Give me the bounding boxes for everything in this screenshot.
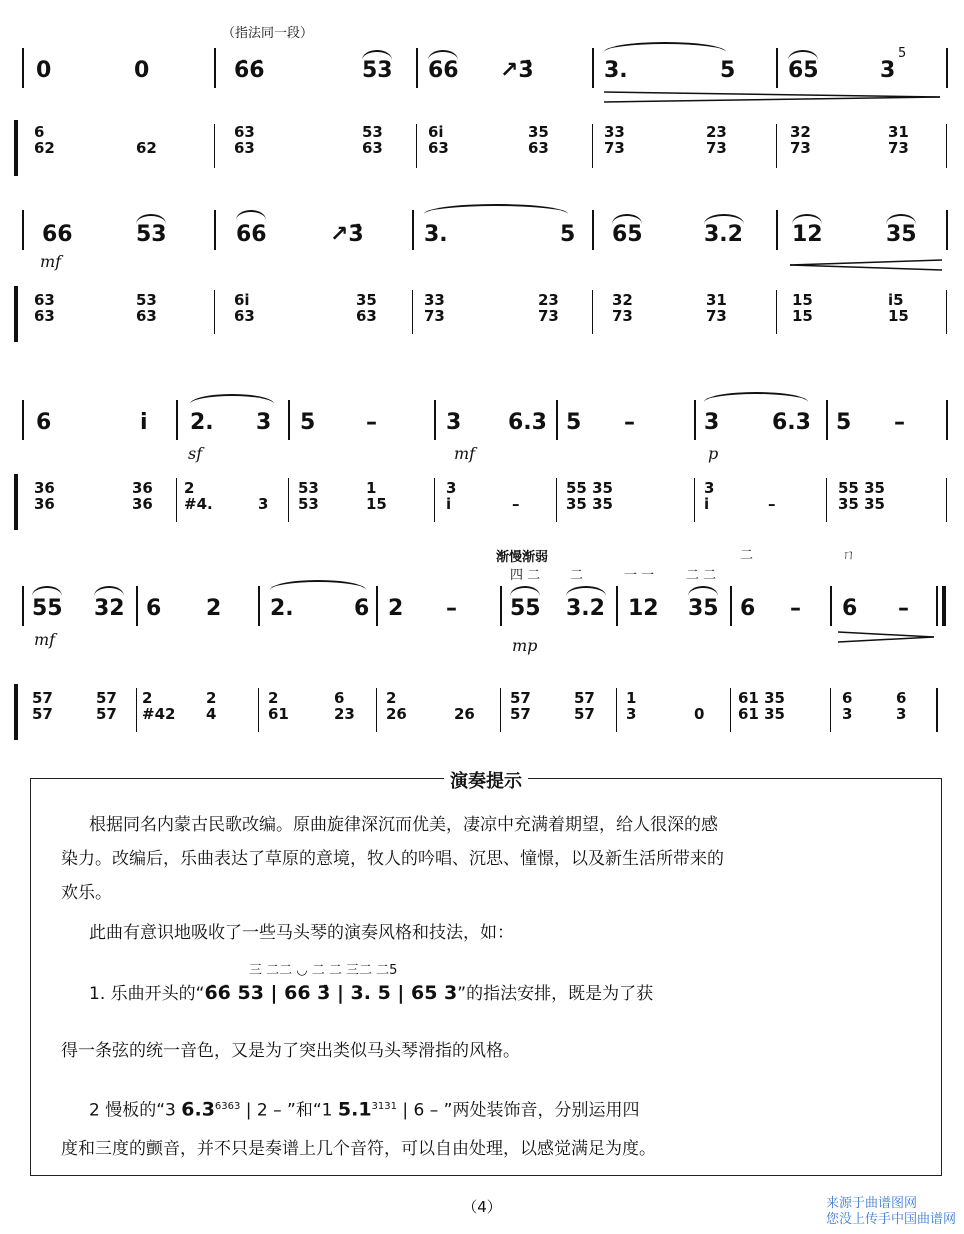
note: 12	[628, 596, 659, 621]
barline	[412, 210, 414, 250]
barline	[946, 210, 948, 250]
slur	[704, 214, 744, 224]
string-mark: 二	[740, 548, 754, 563]
staff-brace	[14, 286, 18, 342]
string-mark: ㄇ	[842, 548, 856, 563]
barline	[730, 688, 731, 732]
note: 6	[354, 596, 370, 621]
chord: 3 i	[446, 479, 457, 513]
chord: 23 73	[538, 291, 559, 325]
diminuendo-hairpin	[838, 630, 934, 644]
note: 0	[36, 58, 52, 83]
chord: 35 63	[528, 123, 549, 157]
note: 3.	[424, 222, 448, 247]
dynamic-sf: sf	[188, 444, 203, 463]
notes-item-1: 1. 乐曲开头的“6̇6̇ 53 | 66 3̇ | 3. 5 | 65 3”的指法安排，既是为了获	[89, 982, 654, 1004]
barline	[214, 210, 216, 250]
slur	[792, 214, 822, 224]
string-mark: 四 二	[510, 568, 541, 583]
chord: 6 62	[34, 123, 55, 157]
chord: 6 23	[334, 689, 355, 723]
note: 3.	[604, 58, 628, 83]
chord: 23 73	[706, 123, 727, 157]
chord: 63 63	[34, 291, 55, 325]
barline	[946, 290, 947, 334]
note: 66	[42, 222, 73, 247]
barline	[946, 400, 948, 440]
dynamic-p: p	[708, 444, 719, 463]
chord: 2 26	[386, 689, 407, 723]
note: 3	[880, 58, 896, 83]
chord: 0	[694, 705, 705, 723]
chord: 6i 63	[428, 123, 449, 157]
barline	[434, 478, 435, 522]
staff-brace	[14, 120, 18, 176]
barline	[946, 124, 947, 168]
barline	[826, 478, 827, 522]
barline	[592, 290, 593, 334]
barline	[826, 400, 828, 440]
slur	[94, 586, 124, 596]
barline	[616, 688, 617, 732]
note: 5	[720, 58, 736, 83]
note: ↗3̇	[330, 222, 364, 247]
barline	[434, 400, 436, 440]
barline	[412, 290, 413, 334]
watermark: 来源于曲谱图网 您没上传手中国曲谱网	[825, 1196, 956, 1227]
note: 66	[428, 58, 459, 83]
barline	[416, 48, 418, 88]
barline	[776, 290, 777, 334]
slur	[424, 204, 568, 214]
barline	[22, 400, 24, 440]
chord: 33 73	[424, 291, 445, 325]
slur	[236, 210, 266, 220]
note: –	[894, 410, 905, 435]
item1-string-marks: 三 二二 ◡ 二 二 三二 二5	[249, 963, 398, 978]
barline	[556, 478, 557, 522]
barline	[776, 48, 778, 88]
chord: 15 15	[792, 291, 813, 325]
barline	[776, 124, 777, 168]
barline	[616, 586, 618, 626]
chord: 6 3	[896, 689, 907, 723]
chord: 36 36	[132, 479, 153, 513]
note: 53	[136, 222, 167, 247]
note: 3.2	[566, 596, 605, 621]
note: 6.3	[772, 410, 811, 435]
note: 65	[788, 58, 819, 83]
note: 5	[836, 410, 852, 435]
chord: 3 i	[704, 479, 715, 513]
chord: 57 57	[32, 689, 53, 723]
slur	[704, 392, 808, 402]
chord: 33 73	[604, 123, 625, 157]
grace-note: 5	[898, 46, 907, 61]
chord: 31 73	[706, 291, 727, 325]
slur	[612, 214, 642, 224]
note: 6	[36, 410, 52, 435]
slur	[136, 214, 166, 224]
note: 55	[510, 596, 541, 621]
slur	[566, 586, 606, 596]
note: –	[624, 410, 635, 435]
string-mark: 二 二	[686, 568, 717, 583]
dynamic-mp: mp	[512, 636, 538, 655]
notes-item-2: 2 慢板的“3 $6.3^{6363}$ | 2 – ”和“1 $5.1^{3131}$ | 6 – ”两处装饰音，分别运用四	[89, 1098, 640, 1121]
slur	[428, 50, 458, 60]
chord: 2 61	[268, 689, 289, 723]
note: i	[140, 410, 148, 435]
note: 3	[256, 410, 272, 435]
chord: 3	[258, 495, 269, 513]
note: 2.	[190, 410, 214, 435]
chord: –	[512, 495, 520, 513]
barline	[136, 688, 137, 732]
barline	[936, 586, 938, 626]
barline	[376, 586, 378, 626]
chord: 26	[454, 705, 475, 723]
note: –	[366, 410, 377, 435]
string-mark: 一 一	[624, 568, 655, 583]
barline	[694, 400, 696, 440]
barline	[936, 688, 938, 732]
note: 35	[688, 596, 719, 621]
crescendo-hairpin	[790, 258, 942, 272]
barline	[946, 478, 947, 522]
barline	[136, 586, 138, 626]
barline	[592, 210, 594, 250]
note: 6.3	[508, 410, 547, 435]
note: 6	[842, 596, 858, 621]
chord: 53 63	[136, 291, 157, 325]
notes-paragraph: 根据同名内蒙古民歌改编。原曲旋律深沉而优美，凄凉中充满着期望，给人很深的感	[89, 815, 718, 835]
barline	[416, 124, 417, 168]
chord: 2 #42	[142, 689, 176, 723]
barline	[592, 48, 594, 88]
note: 6̇6̇	[234, 58, 265, 83]
barline	[500, 688, 501, 732]
chord: 35 63	[356, 291, 377, 325]
slur	[362, 50, 392, 60]
note: –	[898, 596, 909, 621]
slur	[510, 586, 540, 596]
chord: 1 3	[626, 689, 637, 723]
note: –	[446, 596, 457, 621]
note: 2	[388, 596, 404, 621]
chord: 57 57	[574, 689, 595, 723]
barline	[730, 586, 732, 626]
note: 0	[134, 58, 150, 83]
notes-item-1-cont: 得一条弦的统一音色，又是为了突出类似马头琴滑指的风格。	[61, 1041, 520, 1061]
chord: –	[768, 495, 776, 513]
barline	[830, 688, 831, 732]
slur	[688, 586, 718, 596]
dynamic-mf: mf	[40, 252, 62, 271]
slur	[190, 394, 274, 404]
notes-paragraph: 欢乐。	[61, 883, 112, 903]
notes-title: 演奏提示	[31, 767, 941, 793]
staff-brace	[14, 684, 18, 740]
note: 55	[32, 596, 63, 621]
chord: 61 35 61 35	[738, 689, 785, 723]
note: 5	[560, 222, 576, 247]
barline	[258, 586, 260, 626]
dynamic-mf: mf	[34, 630, 56, 649]
chord: 55 35 35 35	[838, 479, 885, 513]
chord: i5 15	[888, 291, 909, 325]
barline	[830, 586, 832, 626]
note: 5	[300, 410, 316, 435]
chord: 2 4	[206, 689, 217, 723]
chord: 57 57	[96, 689, 117, 723]
chord: 6 3	[842, 689, 853, 723]
chord: 1 15	[366, 479, 387, 513]
slur	[604, 42, 726, 52]
barline	[376, 688, 377, 732]
barline	[942, 586, 946, 626]
barline	[22, 210, 24, 250]
slur	[886, 214, 916, 224]
barline	[946, 48, 948, 88]
barline	[214, 290, 215, 334]
note: ↗3̇	[500, 58, 534, 83]
grace-notes: 6363	[214, 1101, 241, 1112]
diminuendo-hairpin	[604, 90, 940, 104]
chord: 32 73	[790, 123, 811, 157]
performance-notes-box	[30, 771, 942, 1176]
chord: 53 63	[362, 123, 383, 157]
note: 2.	[270, 596, 294, 621]
barline	[22, 48, 24, 88]
barline	[500, 586, 502, 626]
note: 32	[94, 596, 125, 621]
barline	[214, 48, 216, 88]
barline	[694, 478, 695, 522]
chord: 32 73	[612, 291, 633, 325]
chord: 57 57	[510, 689, 531, 723]
note: 3	[446, 410, 462, 435]
barline	[176, 478, 177, 522]
barline	[776, 210, 778, 250]
note: 12	[792, 222, 823, 247]
notes-item-2-cont: 度和三度的颤音，并不只是奏谱上几个音符，可以自由处理，以感觉满足为度。	[61, 1139, 656, 1159]
dynamic-mf: mf	[454, 444, 476, 463]
chord: 2 #4.	[184, 479, 213, 513]
barline	[22, 586, 24, 626]
chord: 36 36	[34, 479, 55, 513]
chord: 53 53	[298, 479, 319, 513]
notes-paragraph: 染力。改编后，乐曲表达了草原的意境，牧人的吟唱、沉思、憧憬，以及新生活所带来的	[61, 849, 724, 869]
item1-notation: 6̇6̇ 53 | 66 3̇ | 3. 5 | 65 3	[204, 982, 458, 1004]
note: 35	[886, 222, 917, 247]
barline	[288, 478, 289, 522]
note: 3	[704, 410, 720, 435]
chord: 6i 63	[234, 291, 255, 325]
note: 6	[740, 596, 756, 621]
note: 66	[236, 222, 267, 247]
slur	[32, 586, 62, 596]
note: 53	[362, 58, 393, 83]
tempo-marking: 渐慢渐弱	[496, 550, 549, 565]
note: 5	[566, 410, 582, 435]
grace-notes: 3131	[371, 1101, 397, 1112]
note: 65	[612, 222, 643, 247]
barline	[214, 124, 215, 168]
barline	[288, 400, 290, 440]
chord: 62	[136, 139, 157, 157]
note: 3.2	[704, 222, 743, 247]
note: 6	[146, 596, 162, 621]
chord: 31 73	[888, 123, 909, 157]
chord: 55 35 35 35	[566, 479, 613, 513]
string-mark: 二	[570, 568, 584, 583]
barline	[556, 400, 558, 440]
barline	[258, 688, 259, 732]
barline	[592, 124, 593, 168]
slur	[788, 50, 818, 60]
fingering-note: （指法同一段）	[222, 26, 314, 41]
slur	[270, 580, 366, 590]
note: 2	[206, 596, 222, 621]
notes-paragraph: 此曲有意识地吸收了一些马头琴的演奏风格和技法，如：	[89, 923, 514, 943]
page-number: （4）	[462, 1198, 502, 1216]
barline	[176, 400, 178, 440]
chord: 63 63	[234, 123, 255, 157]
note: –	[790, 596, 801, 621]
staff-brace	[14, 474, 18, 530]
